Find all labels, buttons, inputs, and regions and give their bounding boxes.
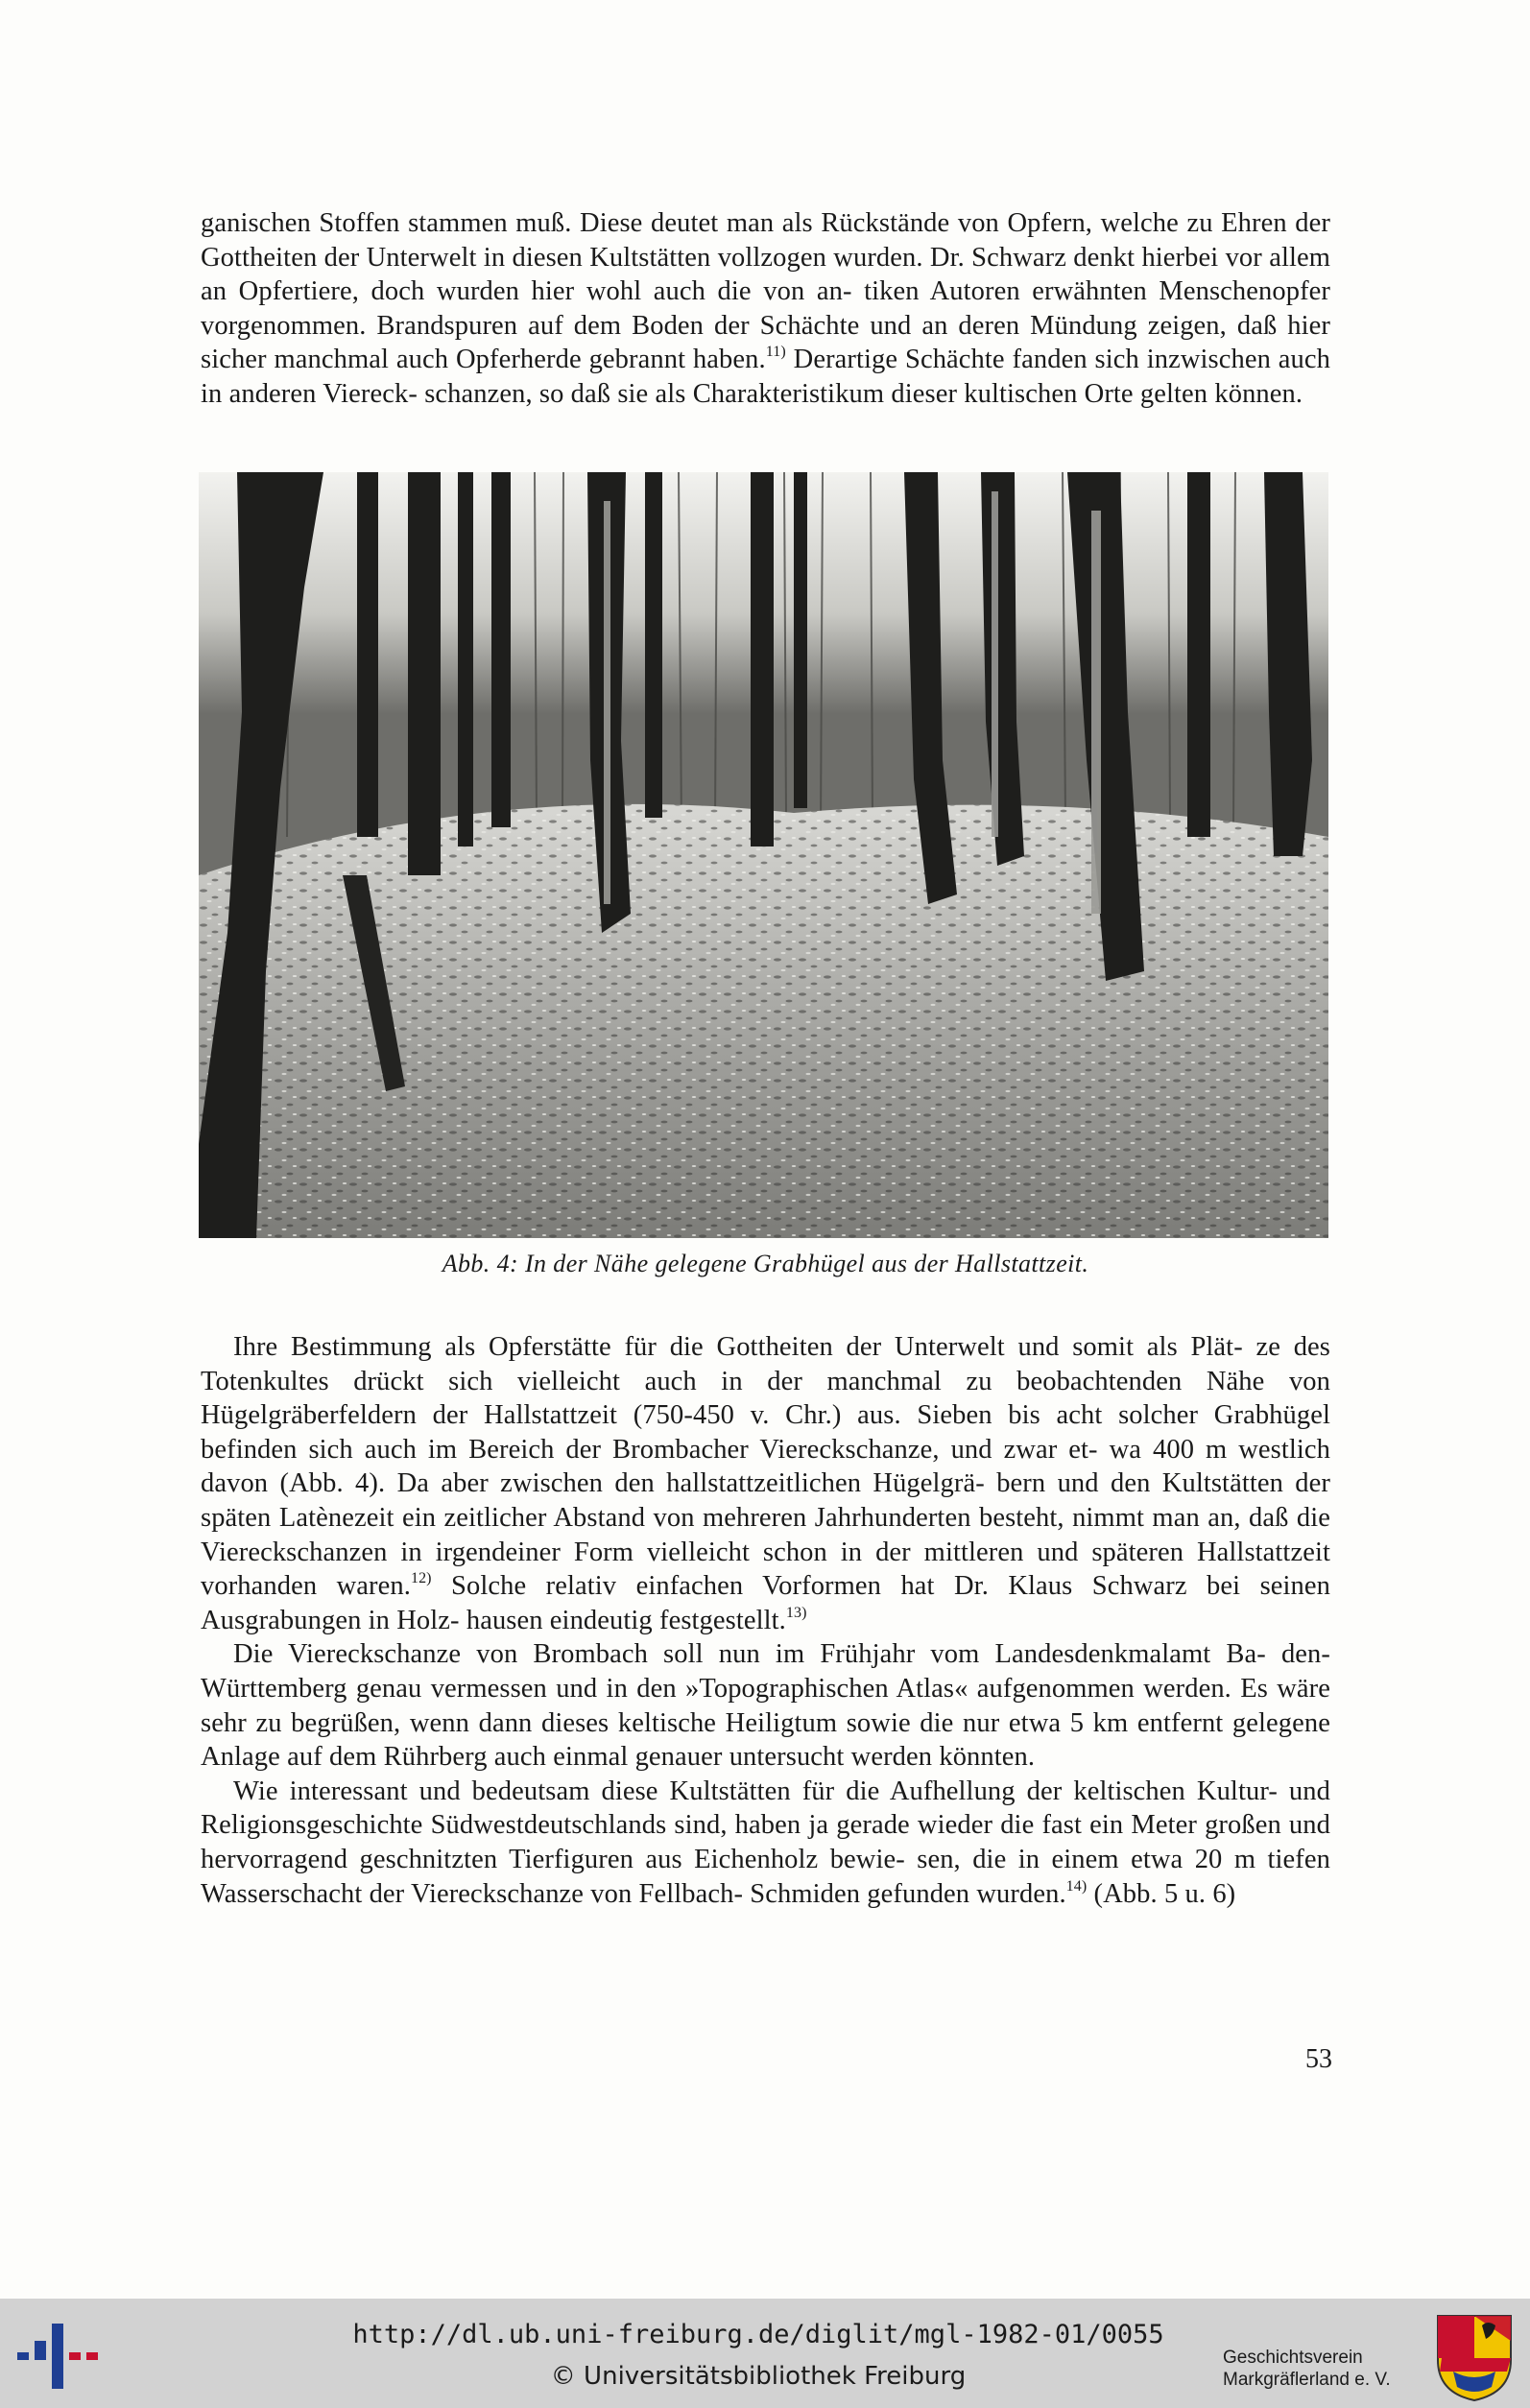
society-name <box>1223 2347 1424 2391</box>
paragraph-2: Die Viereckschanze von Brombach soll nun im Frühjahr vom Landesdenkmalamt Ba- den-Württemberg genau vermessen und in den »Topographischen Atlas« aufgenommen werden. Es wäre sehr zu begrüßen, wenn dann dieses keltische Heiligtum sowie die nur etwa 5 km entfernt gelegene Anlage auf dem Rührberg auch einmal genauer untersucht werden könnten. <box>201 1639 1330 1773</box>
footnote-ref-13[interactable]: 13) <box>785 1604 807 1621</box>
footnote-ref-11[interactable]: 11) <box>765 344 786 361</box>
footer-url-link[interactable]: http://dl.ub.uni-freiburg.de/diglit/mgl-1982-01/0055 <box>352 2320 1164 2349</box>
line: der Schächte und an deren Mündung zeigen, daß hier sicher manchmal auch Opferherde <box>201 310 1330 375</box>
line: Schwarz denkt hierbei vor allem an Opfertiere, doch wurden hier wohl auch die von an- <box>201 242 1330 307</box>
paragraph-3 <box>201 1775 1330 1911</box>
line: gebrannt haben. <box>588 345 766 375</box>
top-text-block <box>201 206 1330 412</box>
line: schanzen, so daß sie als Charakteristikum dieser kultischen Orte gelten können. <box>424 378 1303 409</box>
paragraph-text: Wie interessant und bedeutsam diese Kultstätten für die Aufhellung der keltischen Kultur- und Religionsgeschichte Südwestdeutschlands sind, haben ja gerade wieder die fast ein Meter großen und hervorragend geschnitzten Tierfiguren aus Eichenholz bewie- sen, die in einem etwa 20 m tiefen Wasserschacht der Viereckschanze von Fellbach- Schmiden gefunden wurden. <box>201 1776 1330 1909</box>
footnote-ref-14[interactable]: 14) <box>1065 1877 1088 1895</box>
footnote-ref-12[interactable]: 12) <box>410 1570 432 1587</box>
footer-copyright: © Universitätsbibliothek Freiburg <box>550 2362 967 2391</box>
figure-caption: Abb. 4: In der Nähe gelegene Grabhügel aus der Hallstattzeit. <box>442 1250 1089 1277</box>
line: ganischen Stoffen stammen muß. Diese deutet man als Rückstände von Opfern, welche <box>201 208 1179 238</box>
society-line-2: Markgräflerland e. V. <box>1223 2370 1391 2390</box>
paragraph-text: Solche relativ einfachen Vorformen hat Dr. Klaus Schwarz bei seinen Ausgrabungen in Holz- hausen eindeutig festgestellt. <box>201 1571 1330 1635</box>
paragraph-1 <box>201 1330 1330 1637</box>
forest-photo-illustration <box>199 472 1328 1238</box>
line: tiken Autoren erwähnten Menschenopfer vorgenommen. Brandspuren auf dem Boden <box>201 276 1330 341</box>
paragraph-text: Ihre Bestimmung als Opferstätte für die Gottheiten der Unterwelt und somit als Plät- ze des Totenkultes drückt sich vielleicht auch in der manchmal zu beobachtenden Nähe von Hügelgräberfeldern der Hallstattzeit (750-450 v. Chr.) aus. Sieben bis acht solcher Grabhügel befinden sich auch im Bereich der Brombacher Viereckschanze, und zwar et- wa 400 m westlich davon (Abb. 4). Da aber zwischen den hallstattzeitlichen Hügelgrä- bern und den Kultstätten der späten Latènezeit ein zeitlicher Abstand von mehreren Jahrhunderten besteht, nimmt man an, daß die Viereckschanzen in irgendeiner Form vielleicht schon in der mittleren und späteren Hallstattzeit vorhanden waren. <box>201 1332 1330 1602</box>
paragraph-top <box>201 206 1330 412</box>
bottom-text-block <box>201 1330 1330 1911</box>
markgraeflerland-crest-icon[interactable] <box>1434 2312 1515 2402</box>
line: Derartige Schächte fanden sich inzwischen auch in anderen Viereck- <box>201 345 1330 409</box>
footer-bar <box>0 2299 1530 2408</box>
figure-photo-grave-mounds <box>199 472 1328 1238</box>
page-number: 53 <box>1305 2044 1332 2074</box>
line: zu Ehren der Gottheiten der Unterwelt in diesen Kultstätten vollzogen wurden. Dr. <box>201 208 1330 273</box>
paragraph-text: (Abb. 5 u. 6) <box>1087 1878 1236 1909</box>
ub-freiburg-logo-icon[interactable] <box>13 2316 100 2393</box>
society-line-1: Geschichtsverein <box>1223 2348 1363 2368</box>
